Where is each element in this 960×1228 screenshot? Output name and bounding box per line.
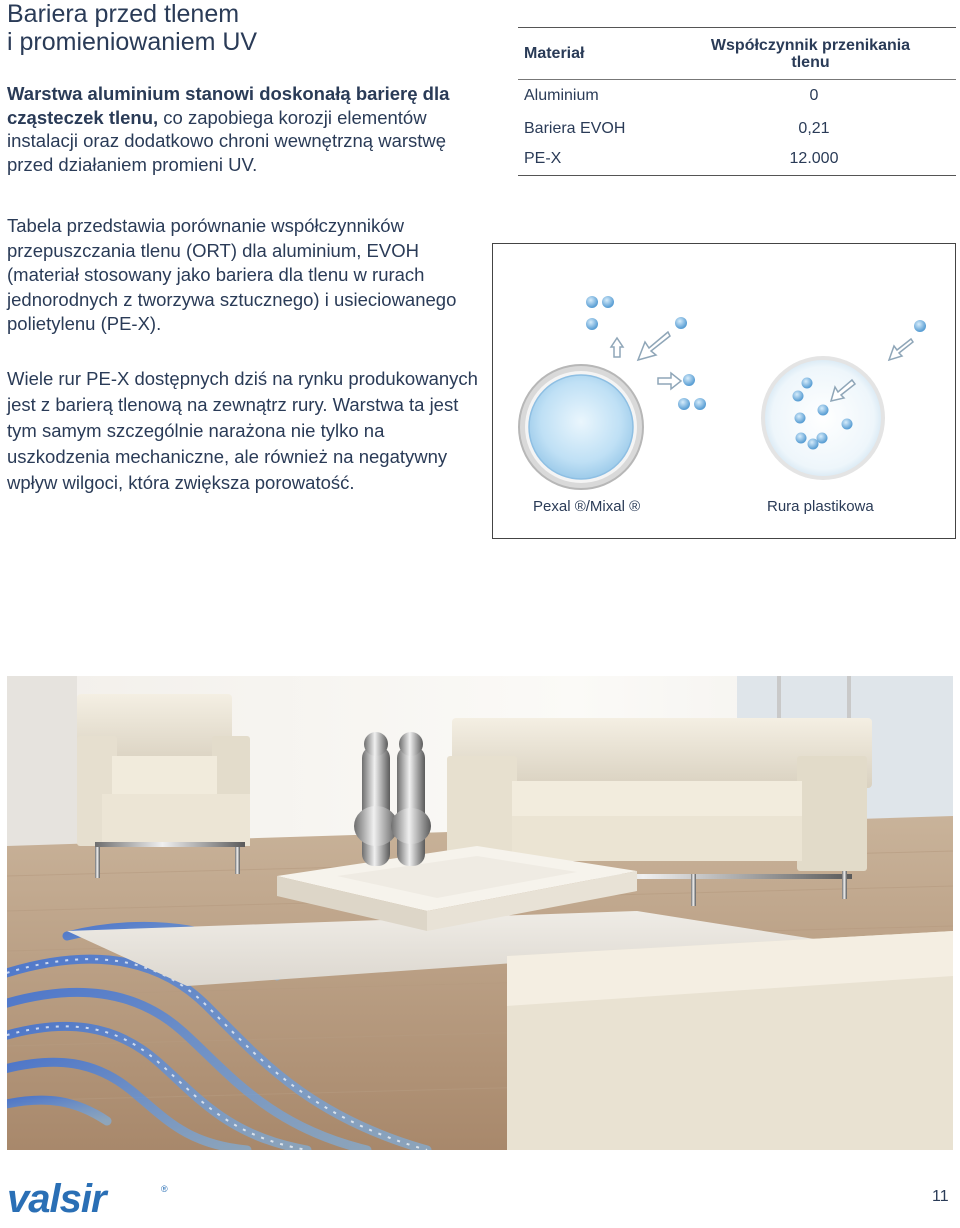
table-row bbox=[524, 87, 944, 111]
valsir-logo-mark bbox=[7, 1178, 177, 1220]
table-cell-value: 0,21 bbox=[798, 120, 830, 137]
table-cell-material: Bariera EVOH bbox=[524, 120, 626, 137]
intro-paragraph bbox=[7, 82, 477, 176]
table-bottom-rule bbox=[518, 175, 956, 176]
caption-pexal-mixal: Pexal ®/Mixal ® bbox=[533, 498, 641, 515]
page-title bbox=[7, 0, 427, 56]
living-room-photo bbox=[7, 676, 953, 1150]
intro-rest-text: co zapobiega korozji elementów instalacji oraz dodatkowo chroni wewnętrzną warstwę przed działaniem promieni UV. bbox=[7, 106, 447, 175]
table-cell-material: PE-X bbox=[524, 150, 562, 167]
table-row bbox=[524, 120, 944, 144]
table-row bbox=[524, 150, 944, 174]
table-header-rule bbox=[518, 79, 956, 80]
plastic-pipe-graphic bbox=[761, 356, 885, 480]
table-cell-value: 0 bbox=[809, 87, 819, 104]
caption-plastic-pipe: Rura plastikowa bbox=[767, 498, 874, 515]
logo-text: valsir bbox=[7, 1178, 106, 1220]
living-room-illustration bbox=[7, 676, 953, 1150]
title-line-1: Bariera przed tlenem bbox=[7, 0, 240, 28]
valsir-logo bbox=[7, 1178, 177, 1220]
title-line-2: i promieniowaniem UV bbox=[7, 28, 258, 56]
diagram-illustration bbox=[493, 244, 957, 540]
table-header-material: Materiał bbox=[524, 45, 585, 62]
oxygen-barrier-diagram bbox=[492, 243, 956, 539]
pexal-pipe-graphic bbox=[519, 365, 643, 489]
table-description-paragraph: Tabela przedstawia porównanie współczynników przepuszczania tlenu (ORT) dla aluminium, EVOH (materiał stosowany jako bariera dla tlenu w rurach jednorodnych z tworzywa sztucznego) i usieciowanego polietylenu (PE-X). bbox=[7, 215, 457, 334]
intro-bold-text: Warstwa aluminium stanowi doskonałą barierę dla cząsteczek tlenu, bbox=[7, 83, 450, 128]
table-cell-material: Aluminium bbox=[524, 87, 599, 104]
oxygen-transmission-table bbox=[518, 27, 956, 177]
table-top-rule bbox=[518, 27, 956, 28]
pex-paragraph: Wiele rur PE-X dostępnych dziś na rynku produkowanych jest z barierą tlenową na zewnątrz rury. Warstwa ta jest tym samym szczególnie narażona nie tylko na uszkodzenia mechaniczne, ale również na negatywny wpływ wilgoci, która zwiększa porowatość. bbox=[7, 368, 478, 493]
page-number: 11 bbox=[932, 1188, 949, 1205]
svg-text:®: ® bbox=[161, 1184, 168, 1194]
table-cell-value: 12.000 bbox=[789, 150, 839, 167]
ottoman bbox=[507, 931, 953, 1150]
table-header-coefficient: Współczynnik przenikania tlenu bbox=[710, 37, 911, 71]
